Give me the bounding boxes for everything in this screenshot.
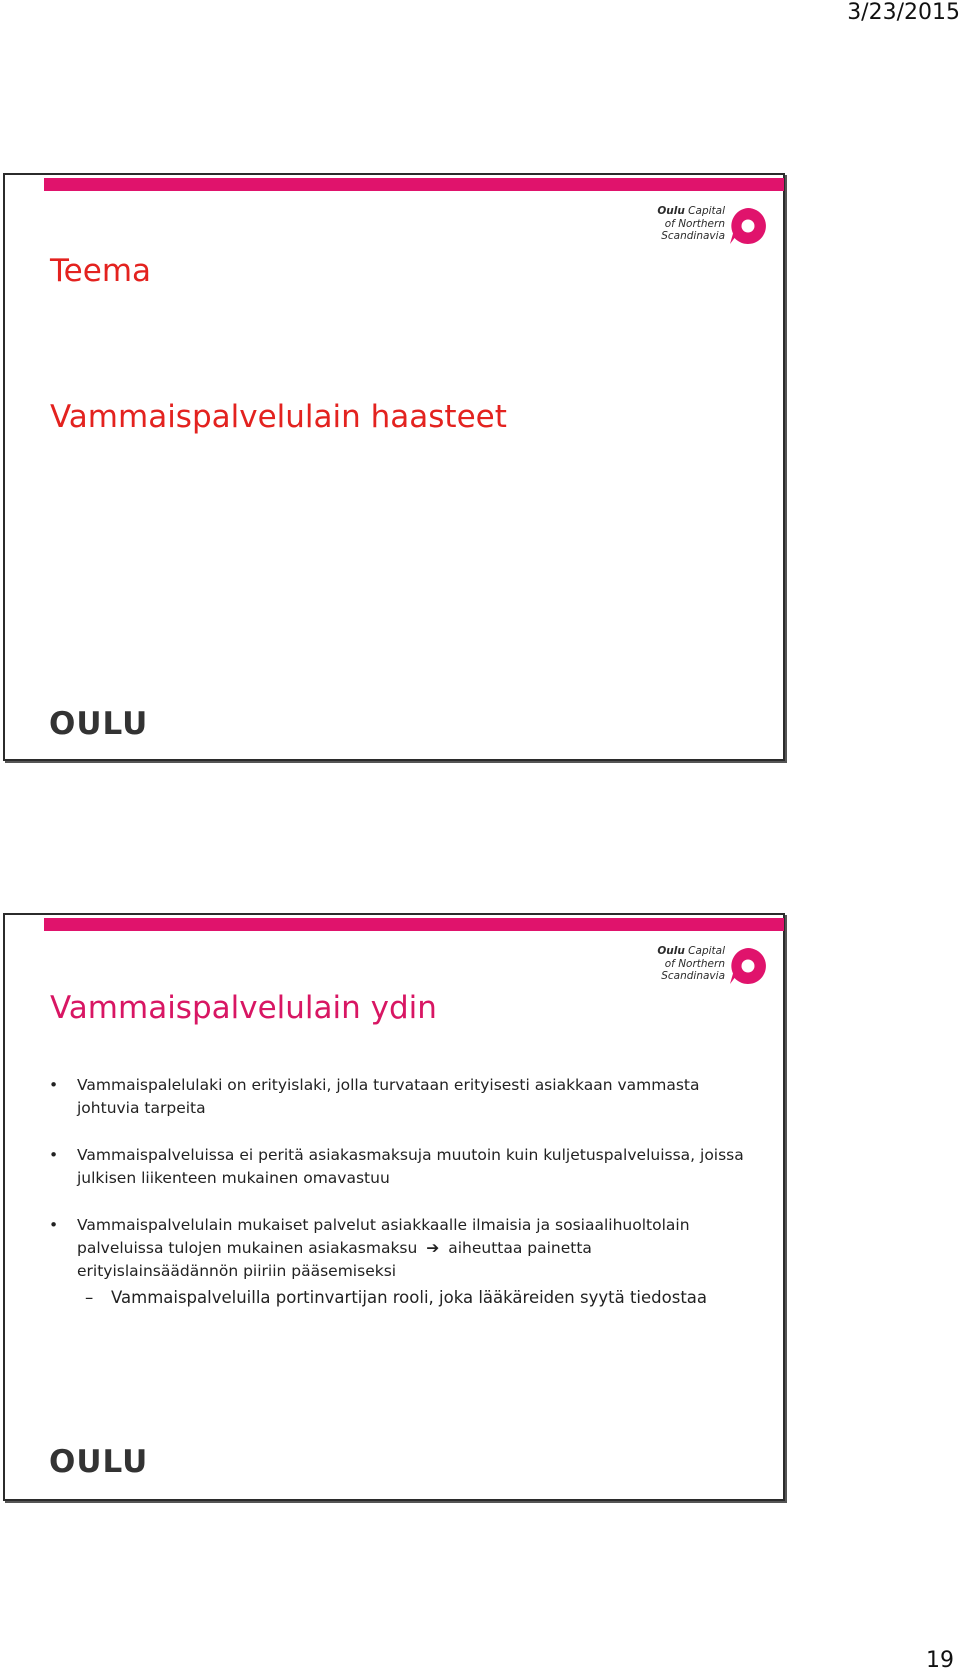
brand-tagline: Oulu Capital of Northern Scandinavia <box>657 945 725 982</box>
brand-tagline: Oulu Capital of Northern Scandinavia <box>657 205 725 242</box>
oulu-capital-logo <box>649 205 767 245</box>
section-title: Teema <box>50 253 152 289</box>
bullet-list <box>45 1074 745 1333</box>
sub-list-item: – Vammaispalveluilla portinvartijan rooli, joka lääkäreiden syytä tiedostaa <box>77 1286 745 1309</box>
list-item <box>45 1214 745 1309</box>
page-date: 3/23/2015 <box>847 0 960 25</box>
slide-title: Vammaispalvelulain ydin <box>50 990 437 1026</box>
sub-bullet-list <box>77 1286 745 1309</box>
slide-top-bar <box>44 178 784 191</box>
speech-bubble-icon <box>729 207 767 245</box>
slide-top-bar <box>44 918 784 931</box>
slide-vammaispalvelulain-ydin <box>3 913 785 1501</box>
page-number: 19 <box>926 1648 954 1673</box>
oulu-wordmark: OULU <box>49 1444 149 1480</box>
bullet-text: aiheuttaa painetta erityislainsäädännön piiriin pääsemiseksi <box>77 1239 592 1280</box>
speech-bubble-icon <box>729 947 767 985</box>
slide-teema <box>3 173 785 761</box>
oulu-wordmark: OULU <box>49 706 149 742</box>
arrow-right-icon: ➔ <box>426 1239 440 1257</box>
list-item: • Vammaispalveluissa ei peritä asiakasmaksuja muutoin kuin kuljetuspalveluissa, joissa julkisen liikenteen mukainen omavastuu <box>45 1144 745 1190</box>
list-item: • Vammaispalelulaki on erityislaki, jolla turvataan erityisesti asiakkaan vammasta johtuvia tarpeita <box>45 1074 745 1120</box>
oulu-capital-logo <box>649 945 767 985</box>
slide-subtitle: Vammaispalvelulain haasteet <box>50 399 507 435</box>
bullet-text: Vammaispalvelulain mukaiset palvelut asiakkaalle ilmaisia ja sosiaalihuoltolain palveluissa tulojen mukainen asiakasmaksu <box>77 1216 690 1257</box>
